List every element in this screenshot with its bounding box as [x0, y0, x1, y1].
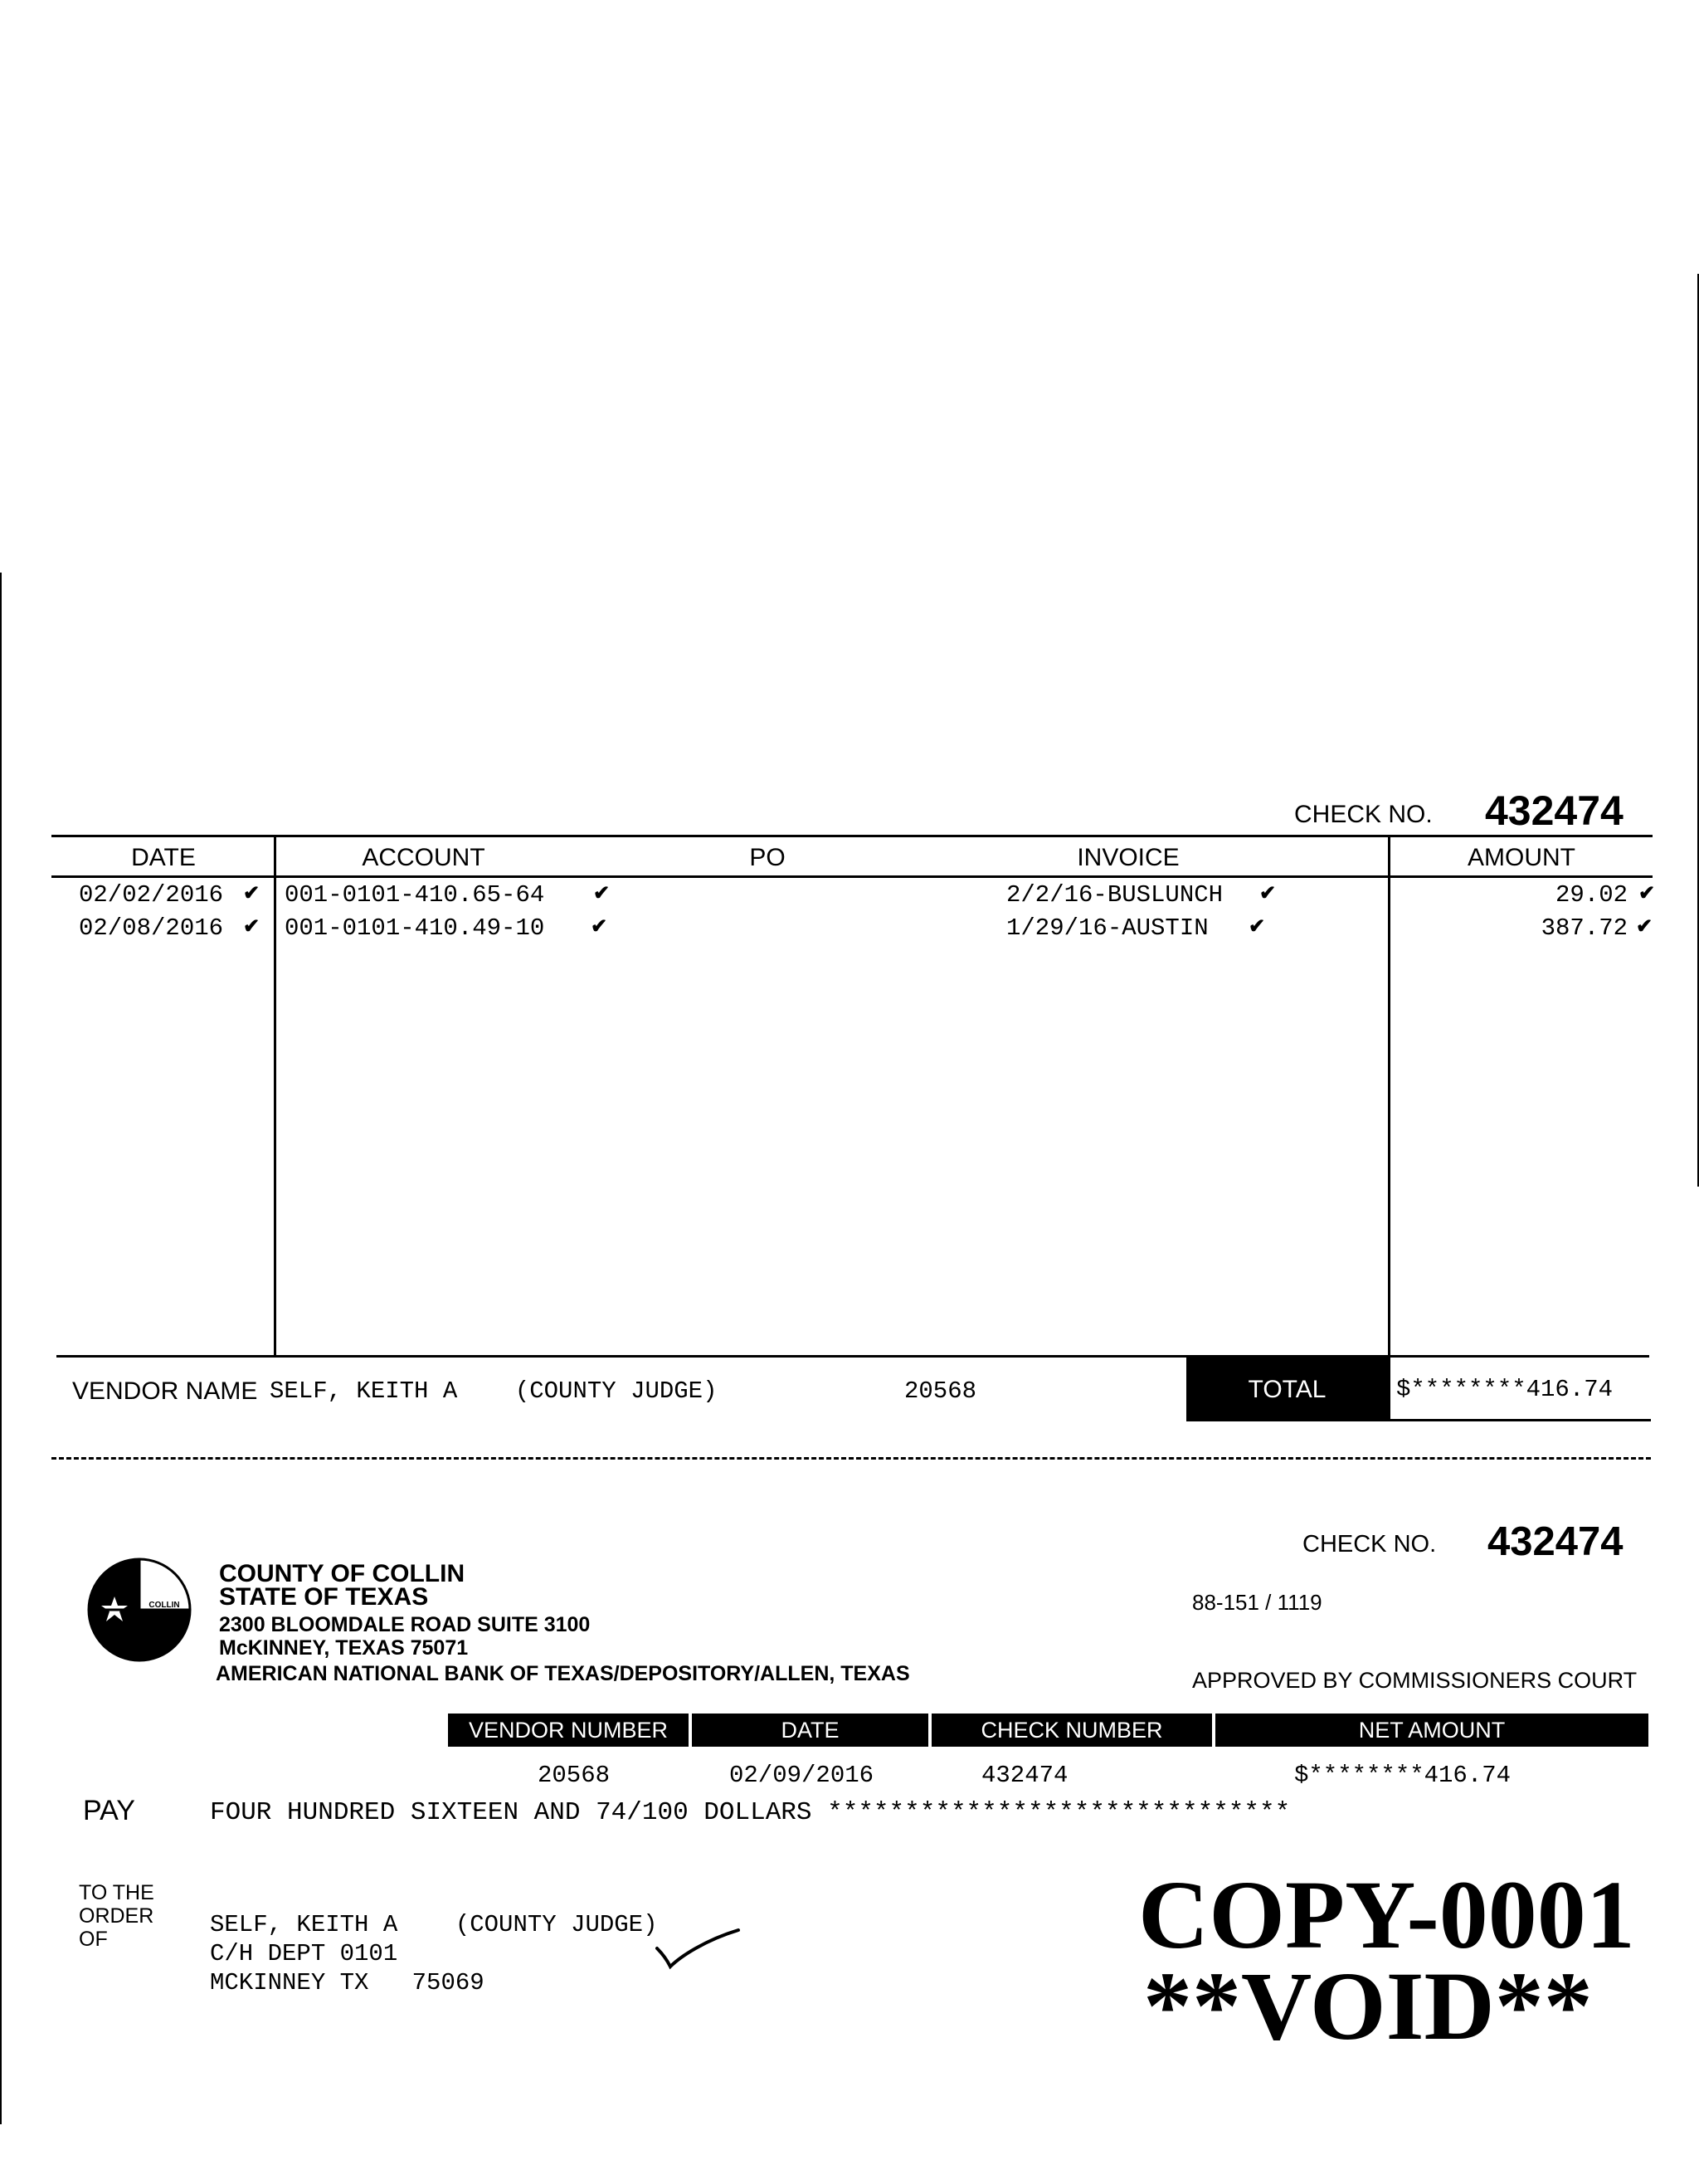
vendor-name-label: VENDOR NAME [72, 1377, 258, 1405]
table-row-invoice: 2/2/16-BUSLUNCH [1006, 881, 1224, 909]
col-vendor-number: VENDOR NUMBER [448, 1714, 689, 1747]
stub-table-top-border [51, 835, 1653, 837]
total-value: $********416.74 [1396, 1376, 1614, 1403]
table-row-amount: 29.02 [1555, 881, 1628, 909]
order-label-line3: OF [79, 1928, 108, 1951]
check-number: 432474 [1487, 1519, 1624, 1564]
issuer-address-2: McKINNEY, TEXAS 75071 [219, 1636, 469, 1660]
issuer-address-1: 2300 BLOOMDALE ROAD SUITE 3100 [219, 1613, 591, 1636]
checkmark-icon: ✔ [243, 915, 260, 938]
stub-check-number: 432474 [1485, 787, 1624, 834]
stub-table-bottom-border [56, 1355, 1649, 1358]
stub-col-amount: AMOUNT [1468, 844, 1575, 871]
col-net-amount: NET AMOUNT [1215, 1714, 1648, 1747]
check-number-label: CHECK NO. [1302, 1531, 1437, 1558]
vendor-number: 20568 [904, 1377, 977, 1405]
total-label: TOTAL [1186, 1358, 1388, 1421]
payee-dept: C/H DEPT 0101 [210, 1940, 398, 1967]
value-date: 02/09/2016 [729, 1762, 874, 1789]
value-check-number: 432474 [981, 1762, 1069, 1789]
stamp-copy: COPY-0001 [1138, 1860, 1635, 1969]
approved-text: APPROVED BY COMMISSIONERS COURT [1192, 1668, 1638, 1693]
payee-name: SELF, KEITH A (COUNTY JUDGE) [210, 1911, 658, 1938]
payee-city: MCKINNEY TX 75069 [210, 1969, 484, 1996]
order-label-line1: TO THE [79, 1881, 154, 1904]
stub-col-divider-1 [274, 835, 276, 1358]
stub-check-label: CHECK NO. [1294, 801, 1433, 828]
perforation-line [51, 1457, 1651, 1460]
checkmark-icon: ✔ [243, 882, 260, 904]
vendor-name: SELF, KEITH A (COUNTY JUDGE) [270, 1377, 718, 1405]
value-net-amount: $********416.74 [1294, 1762, 1512, 1789]
bank-name: AMERICAN NATIONAL BANK OF TEXAS/DEPOSITORY/ALLEN, TEXAS [216, 1662, 910, 1685]
table-row-account: 001-0101-410.65-64 [285, 881, 545, 909]
col-date: DATE [692, 1714, 928, 1747]
issuer-state: STATE OF TEXAS [219, 1583, 429, 1611]
checkmark-icon: ✔ [593, 882, 611, 904]
issuer-name: COUNTY OF COLLIN [219, 1560, 465, 1587]
checkmark-icon: ✔ [1638, 882, 1656, 904]
value-vendor-number: 20568 [538, 1762, 611, 1789]
stub-table-header-border [51, 875, 1653, 878]
pay-label: PAY [83, 1795, 135, 1826]
routing-number: 88-151 / 1119 [1192, 1590, 1322, 1615]
stub-col-po: PO [749, 844, 786, 871]
checkmark-icon: ✔ [591, 915, 608, 938]
table-row-date: 02/08/2016 [79, 914, 224, 942]
amount-in-words: FOUR HUNDRED SIXTEEN AND 74/100 DOLLARS ****************************** [210, 1798, 1291, 1827]
scan-edge-left [0, 573, 2, 2124]
order-label-line2: ORDER [79, 1904, 154, 1928]
handwritten-check-mark [655, 1925, 747, 1979]
stamp-void: **VOID** [1143, 1952, 1593, 2060]
table-row-invoice: 1/29/16-AUSTIN [1006, 914, 1209, 942]
stub-col-account: ACCOUNT [362, 844, 485, 871]
stub-col-date: DATE [131, 844, 196, 871]
stub-col-divider-2 [1388, 835, 1390, 1421]
checkmark-icon: ✔ [1249, 915, 1266, 938]
table-row-amount: 387.72 [1541, 914, 1628, 942]
seal-logo-text: COLLIN COUNTY [146, 1601, 183, 1618]
col-check-number: CHECK NUMBER [932, 1714, 1212, 1747]
checkmark-icon: ✔ [1259, 882, 1277, 904]
table-row-account: 001-0101-410.49-10 [285, 914, 545, 942]
checkmark-icon: ✔ [1636, 915, 1653, 938]
stub-col-invoice: INVOICE [1077, 844, 1180, 871]
table-row-date: 02/02/2016 [79, 881, 224, 909]
